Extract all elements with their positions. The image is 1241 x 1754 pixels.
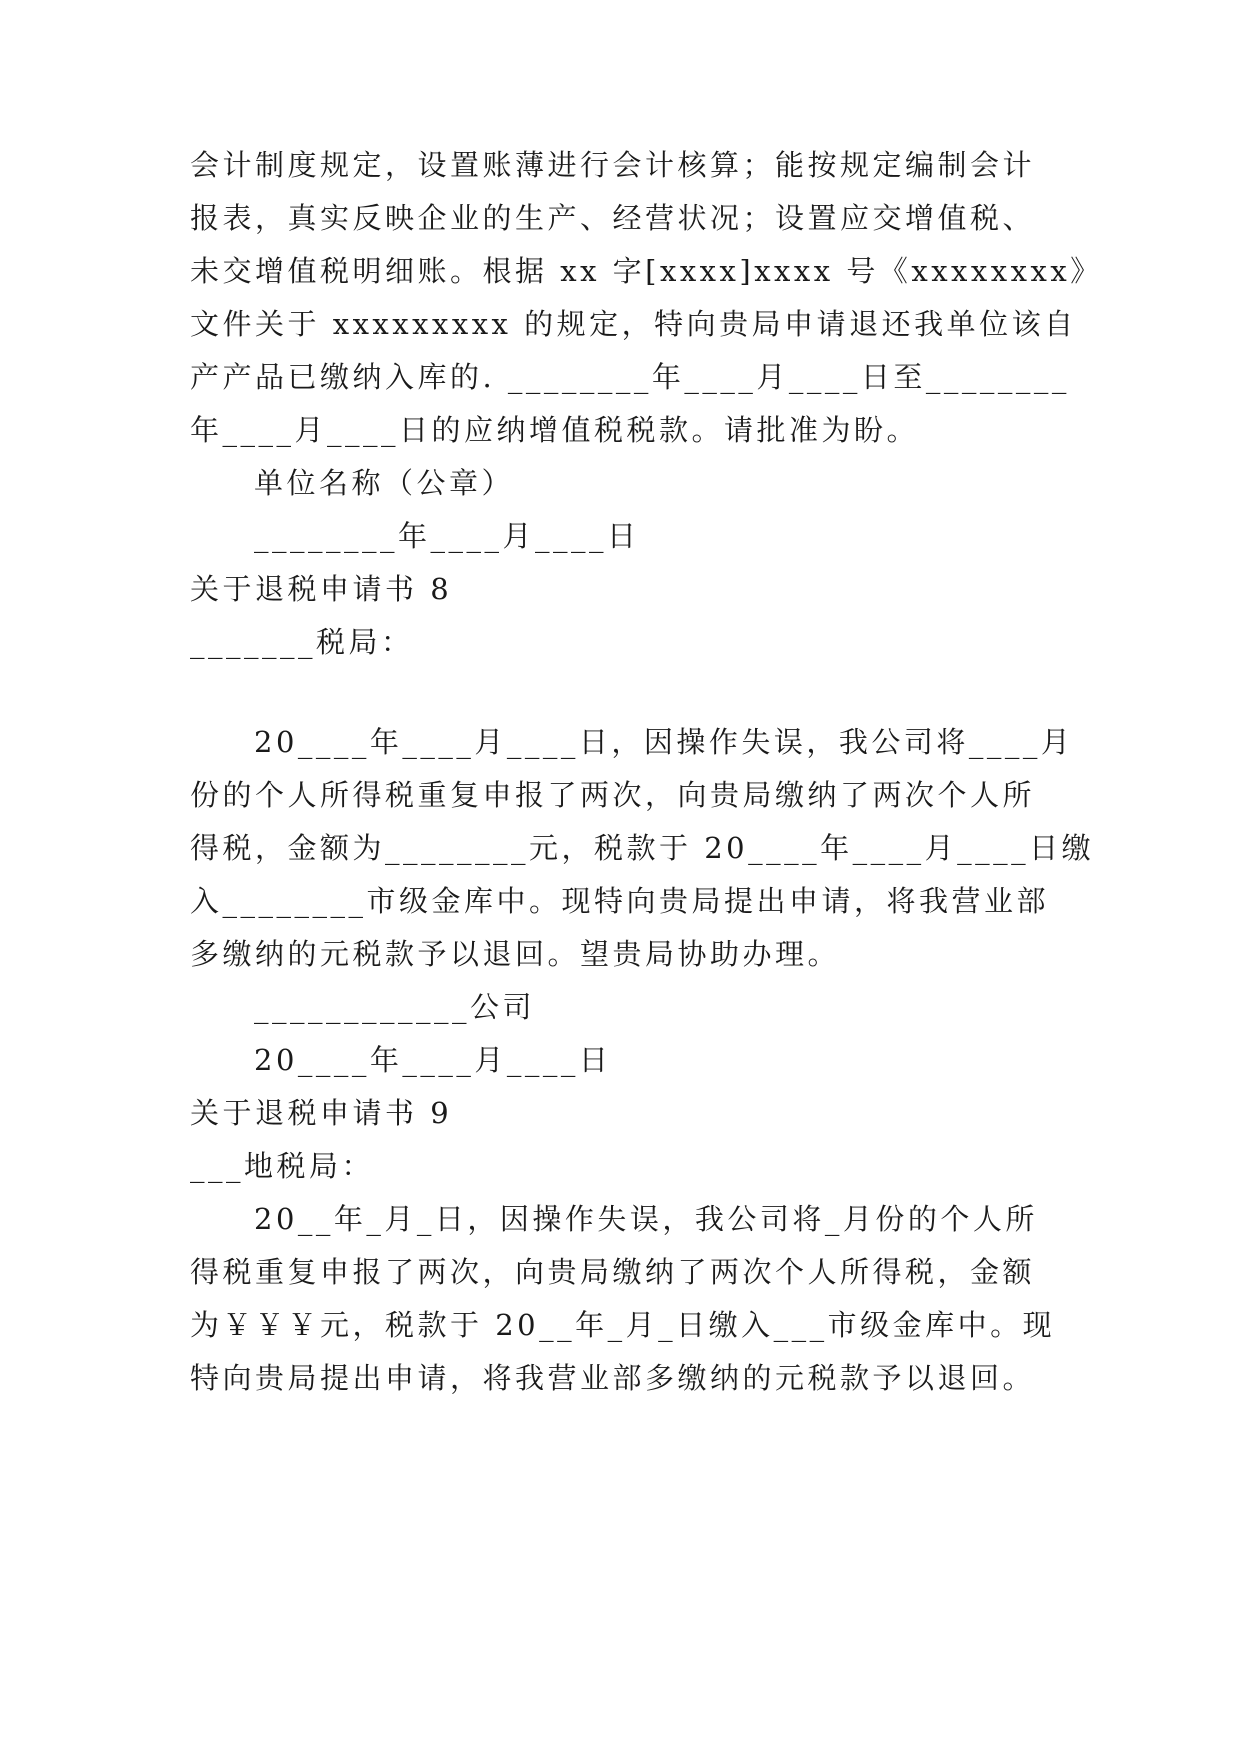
letter-body-line: 多缴纳的元税款予以退回。望贵局协助办理。: [190, 937, 841, 971]
paragraph-line: 文件关于 xxxxxxxxx 的规定，特向贵局申请退还我单位该自: [190, 307, 1077, 341]
letter-body-line: 特向贵局提出申请，将我营业部多缴纳的元税款予以退回。: [190, 1361, 1036, 1395]
letter-body-line: 20____年____月____日，因操作失误，我公司将____月: [254, 725, 1074, 759]
signature-date: ________年____月____日: [254, 519, 640, 553]
letter-body-line: 20__年_月_日，因操作失误，我公司将_月份的个人所: [254, 1202, 1038, 1236]
paragraph-line: 报表，真实反映企业的生产、经营状况；设置应交增值税、: [190, 201, 1036, 235]
company-signature: ____________公司: [254, 990, 536, 1024]
letter-body-line: 得税重复申报了两次，向贵局缴纳了两次个人所得税，金额: [190, 1255, 1036, 1289]
letter-title: 关于退税申请书 8: [190, 572, 453, 606]
letter-salutation: ___地税局：: [190, 1149, 375, 1183]
paragraph-line: 年____月____日的应纳增值税税款。请批准为盼。: [190, 413, 920, 447]
letter-body-line: 为￥￥￥元，税款于 20__年_月_日缴入___市级金库中。现: [190, 1308, 1056, 1342]
letter-salutation: _______税局：: [190, 625, 414, 659]
paragraph-line: 会计制度规定，设置账薄进行会计核算；能按规定编制会计: [190, 148, 1036, 182]
letter-body-line: 份的个人所得税重复申报了两次，向贵局缴纳了两次个人所: [190, 778, 1036, 812]
paragraph-line: 产产品已缴纳入库的. ________年____月____日至________: [190, 360, 1070, 394]
letter-date: 20____年____月____日: [254, 1043, 612, 1077]
letter-body-line: 入________市级金库中。现特向贵局提出申请，将我营业部: [190, 884, 1050, 918]
unit-name-seal: 单位名称（公章）: [254, 466, 515, 500]
letter-title: 关于退税申请书 9: [190, 1096, 453, 1130]
paragraph-line: 未交增值税明细账。根据 xx 字[xxxx]xxxx 号《xxxxxxxx》: [190, 254, 1103, 288]
letter-body-line: 得税，金额为________元，税款于 20____年____月____日缴: [190, 831, 1095, 865]
